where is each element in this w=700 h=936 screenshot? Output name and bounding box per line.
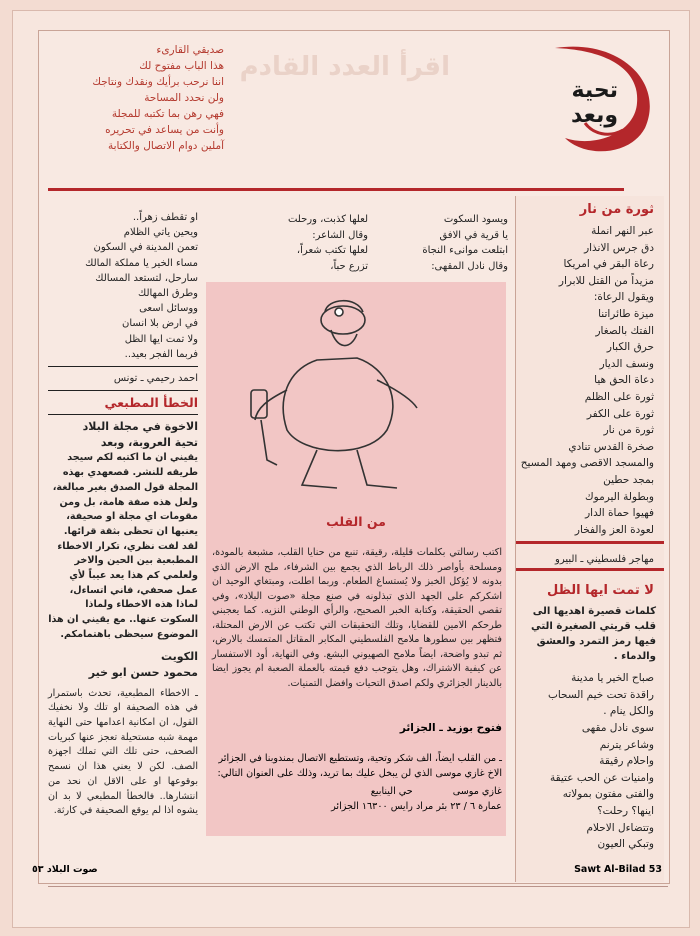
- caricature-illustration: [247, 290, 427, 500]
- poem2-lines: [516, 666, 664, 853]
- letter-body: اكتب رسالتي بكلمات قليلة، رقيقة، تنبع من حنايا القلب، مشبعة بالمودة، ومسلحة بأواصر ذلك الرباط الذي يجمع بين الشرفاء، ملح الارض الذي بدونه لا يُؤكل الخبز ولا يُستساغ الطعام. وربما اطلت، ومبتغاي الوحيد ان اشكركم على الجهد الذي تبذلونه في صنع مجلة «صوت البلاد»، وفي تقصي الحقيقة، وكتابة الخبر الصحيح، والرأي الوطني النزيه. كما يعجبني طرحكم الامين للقضايا، وتلك التحقيقات التي تكتب عن الارض المحتلة، فتظهر بين سطورها ملامح الفلسطيني المكابر المقاتل المتمسك بالارض، ثم تبدو واضحة، ايضاً ملامح الصهيوني البشع. وفي النهاية، أود الاستفسار عن كيفية الاشتراك، وهل يتوجب دفع قيمته بالعملة الصعبة ام يجوز ايضا بالدينار الجزائري ولكم اصدق التحيات وافضل التمنيات.: [212, 547, 502, 689]
- divider: [48, 414, 198, 415]
- poem-cont-col-a: [400, 212, 508, 274]
- poem-line: ونسف الديار: [599, 357, 654, 370]
- poem-line: وقال نادل المقهى:: [431, 260, 508, 272]
- header-intro: [74, 42, 224, 154]
- intro-line: وأنت من يساعد في تحريره: [105, 124, 224, 136]
- poem-line: وامنيات عن الحب عتيقة: [549, 771, 654, 784]
- poem-line: والفتى مفتون بمولاته: [562, 788, 654, 801]
- poem2-intro: كلمات قصيرة اهديها الى قلب قريتي الصغيرة التي فيها رمز التمرد والعشق والدماء .: [531, 606, 656, 663]
- footer-magazine-name: صوت البلاد ٥٣: [32, 864, 98, 875]
- poem-line: لعلها تكتب شعراً،: [296, 245, 368, 256]
- poem-line: صباح الخير يا مدينة: [571, 672, 654, 685]
- address-line: [212, 785, 502, 800]
- letter-place: الكويت: [161, 649, 198, 663]
- poem-line: عبر النهر انملة: [591, 225, 654, 237]
- intro-line: آملين دوام الاتصال والكتابة: [107, 140, 224, 152]
- poem-line: يا قرية في الافق: [439, 229, 508, 241]
- poem-line: وشاعر يترنم: [599, 738, 654, 751]
- poem-line: ولا تمت ايها الظل: [124, 333, 198, 345]
- page-title: تحية وبعد: [570, 78, 618, 128]
- poem-line: لعلها كذبت، ورحلت: [287, 214, 368, 225]
- section-title: الخطأ المطبعي: [104, 395, 198, 411]
- poem-line: رعاة البقر في امريكا: [563, 258, 654, 271]
- poem-line: ثورة على الظلم: [584, 390, 654, 403]
- poem-cont-col-b: [258, 212, 368, 274]
- poem-line: راقدة تحت خيم السحاب: [547, 688, 654, 701]
- poem-line: والكل ينام .: [603, 705, 654, 718]
- letter-subhead: تحية العروبة، وبعد: [100, 436, 198, 450]
- poem-line: تزرع حباً،: [330, 260, 368, 272]
- intro-line: صديقي القارىء: [156, 44, 224, 56]
- poem-line: الفتك بالصغار: [595, 324, 654, 337]
- poem-line: في ارض بلا انسان: [122, 318, 198, 330]
- poem-line: ويقول الرعاة:: [593, 291, 654, 304]
- poem-line: لعودة العز والفخار: [574, 523, 654, 536]
- sidebar-divider: [516, 568, 664, 571]
- poem1-title: ثورة من نار: [579, 202, 654, 217]
- letter-reply: [212, 752, 502, 814]
- letter-subhead: الاخوة في مجلة البلاد: [82, 420, 198, 434]
- poem-line: والمسجد الاقصى ومهد المسيح: [520, 457, 654, 470]
- divider: [48, 366, 198, 367]
- poem-line: سارحل، لتستعد المسالك: [95, 272, 198, 284]
- poem-line: مساء الخير يا مملكة المالك: [85, 257, 198, 269]
- poem-line: سوى نادل مقهى: [581, 722, 654, 735]
- poem-line: فهيوا حماة الدار: [585, 507, 654, 520]
- header-divider: [48, 188, 624, 191]
- poem-line: ووسائل اسعى: [139, 303, 198, 315]
- footer-page-number: Sawt Al-Bilad 53: [574, 864, 662, 875]
- poem-line: ابتلعت موانىء النجاة: [422, 245, 508, 256]
- poem1-signature: مهاجر فلسطيني ـ البيرو: [555, 554, 654, 566]
- intro-line: اننا نرحب برأيك ونقدك ونتاجك: [92, 76, 224, 88]
- poem-line: اينها؟ رحلت؟: [597, 805, 654, 818]
- poem-line: ثورة على الكفر: [586, 407, 654, 420]
- address-street: عمارة ٦ / ٢٣ بئر مراد رايس ١٦٣٠٠ الجزائر: [331, 800, 502, 812]
- poem-line: وقال الشاعر:: [312, 229, 368, 241]
- address-area: حي الينابيع: [370, 786, 413, 797]
- left-column: [48, 210, 198, 819]
- poem-line: ثورة من نار: [603, 424, 654, 437]
- letter-title: من القلب: [326, 514, 386, 529]
- poem-line: ويسود السكوت: [443, 214, 508, 225]
- letter-body: يقيني ان ما اكتبه لكم سيجد طريقه للنشر. قصعهدي بهذه المجلة قول الصدق بغير مبالغة، ولعل هذه صفة هامة، بل ومن مقومات اي مجلة او صحيفة، يعنيها ان تحظى بثقة قرائها. لقد لفت نظري، تكرار الاخطاء المطبعية بين الحين والاخر ولعلمي كم هذا يعد عيباً لأي عمل صحفي، فاني اتساءل، لماذا هذه الاخطاء ولماذا السكوت عنها.. مع يقيني ان هذا الموضوع سيحظى باهتمامكم.: [48, 452, 198, 640]
- poem-line: مزيداً من القتل للابرار: [558, 274, 654, 287]
- letter-author: محمود حسن ابو خير: [88, 665, 198, 679]
- sidebar: [515, 196, 664, 882]
- poem-line: تعمن المدينة في السكون: [93, 242, 198, 254]
- intro-line: فهي رهن بما تكتبه للمجلة: [111, 108, 224, 120]
- poem-line: صخرة القدس تنادي: [568, 440, 654, 453]
- poem-line: بمجد حطين: [603, 473, 654, 486]
- intro-line: هذا الباب مفتوح لك: [139, 60, 224, 72]
- poem2-title: لا تمت ايها الظل: [546, 583, 654, 599]
- letter-signature: فتوح بوزيد ـ الجزائر: [399, 722, 502, 734]
- poem-signature: احمد رحيمي ـ تونس: [113, 373, 198, 385]
- intro-line: ولن نحدد المساحة: [144, 92, 224, 104]
- poem-line: فربما الفجر بعيد..: [124, 348, 198, 360]
- poem1-lines: [516, 219, 664, 538]
- poem-line: وتبكي العيون: [597, 838, 654, 851]
- address-name: غازي موسى: [452, 786, 502, 797]
- poem-line: وتتضاءل الاحلام: [586, 821, 654, 834]
- poem-line: وطرق المهالك: [138, 288, 198, 300]
- reply-text: ـ من القلب ايضاً، الف شكر وتحية، وتستطيع الاتصال بمندوبنا في الجزائر الاخ غازي موسى الذي لن يبخل عليك بما تريد، وذلك على العنوان التالي:: [217, 753, 502, 779]
- editor-reply: ـ الاخطاء المطبعية، تحدث باستمرار في هذه الصحيفة او تلك ولا نخفيك القول، ان امكانية اعدامها حتى النهاية مهمة شبه مستحيلة تعجز عنها كبريات الصحف، حتى تلك التي تملك اجهزة الصف. لكن لا يعني هذا ان نسمح بوقوعها او على الاقل ان نحد من انتشارها.. فالخطأ المطبعي لا بد ان يشوه اذا لم يوقع الصحيفة في كارثة.: [48, 687, 198, 817]
- divider: [48, 390, 198, 391]
- poem-line: واحلام رقيقة: [599, 755, 654, 768]
- poem-line: ويحين ياتي الظلام: [123, 227, 198, 239]
- header-ghost-text: اقرأ العدد القادم: [239, 52, 450, 82]
- poem-line: دق جرس الانذار: [584, 241, 654, 254]
- sidebar-divider: [516, 541, 664, 544]
- poem-line: وبطولة اليرموك: [585, 490, 654, 503]
- poem-line: او تقطف زهراً..: [132, 212, 198, 223]
- poem-line: ميزة طائراتنا: [598, 307, 654, 320]
- footer-divider: [48, 886, 668, 887]
- poem-line: حرق الكبار: [606, 341, 654, 354]
- poem-line: دعاة الحق هيا: [594, 374, 654, 387]
